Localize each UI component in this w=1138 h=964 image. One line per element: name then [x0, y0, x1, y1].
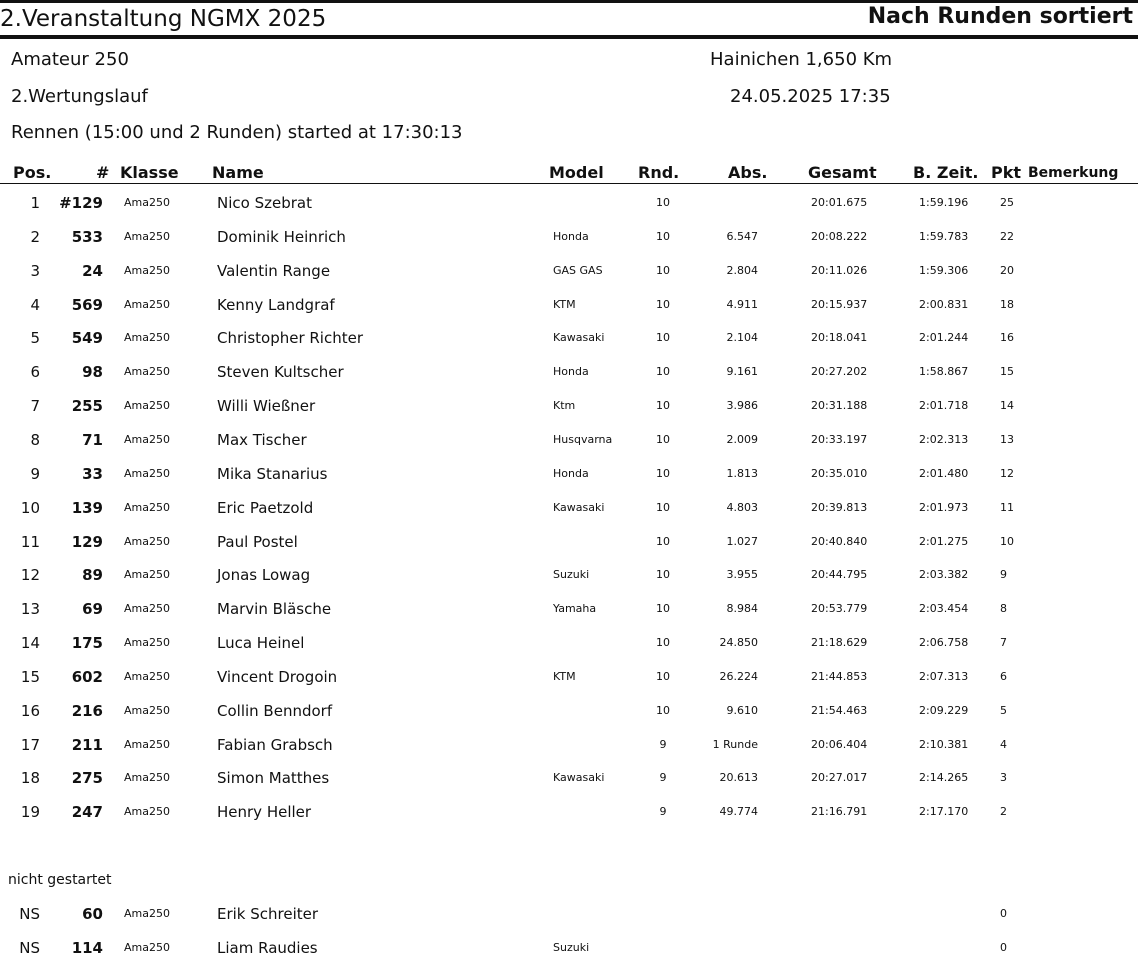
cell-klasse: Ama250	[124, 940, 170, 954]
cell-name: Jonas Lowag	[217, 566, 311, 585]
col-model: Model	[549, 163, 604, 182]
cell-name: Dominik Heinrich	[217, 227, 346, 246]
table-row	[0, 288, 1138, 321]
cell-pkt: 3	[1000, 771, 1007, 785]
cell-klasse: Ama250	[124, 399, 170, 413]
cell-pos: 6	[30, 363, 40, 382]
cell-pkt: 7	[1000, 636, 1007, 650]
cell-rnd: 10	[656, 196, 670, 209]
cell-pkt: 10	[1000, 534, 1014, 548]
cell-name: Nico Szebrat	[217, 194, 312, 212]
cell-pos: 5	[30, 329, 40, 348]
cell-klasse: Ama250	[124, 805, 170, 819]
cell-rnd: 10	[656, 365, 670, 379]
cell-bzeit: 2:01.718	[919, 399, 969, 413]
cell-num: 24	[82, 261, 103, 280]
cell-pkt: 22	[1000, 229, 1014, 243]
col-bemerkung: Bemerkung	[1028, 165, 1119, 181]
cell-abs: 8.984	[726, 602, 758, 616]
cell-gesamt: 20:15.937	[811, 297, 868, 311]
cell-name: Mika Stanarius	[217, 464, 328, 483]
event-title: 2.Veranstaltung NGMX 2025	[0, 6, 327, 32]
col-abs: Abs.	[728, 163, 768, 182]
cell-klasse: Ama250	[124, 331, 170, 345]
cell-name: Simon Matthes	[217, 769, 330, 788]
table-row	[0, 355, 1138, 388]
cell-model: Husqvarna	[553, 432, 613, 446]
cell-name: Valentin Range	[217, 261, 331, 280]
cell-pos: NS	[19, 938, 40, 957]
cell-name: Vincent Drogoin	[217, 667, 338, 686]
cell-gesamt: 20:27.202	[811, 365, 868, 379]
cell-pos: 11	[20, 532, 40, 551]
cell-abs: 6.547	[726, 229, 758, 243]
table-row	[0, 795, 1138, 828]
not-started-label: nicht gestartet	[8, 872, 112, 888]
cell-gesamt: 20:39.813	[811, 500, 868, 514]
cell-gesamt: 20:31.188	[811, 399, 868, 413]
cell-model: KTM	[553, 297, 576, 311]
cell-name: Max Tischer	[217, 430, 307, 449]
col-pos: Pos.	[13, 163, 52, 182]
cell-num: 247	[71, 803, 103, 822]
col-klasse: Klasse	[120, 163, 179, 182]
cell-rnd: 10	[656, 669, 670, 683]
cell-bzeit: 2:02.313	[919, 432, 969, 446]
cell-model: GAS GAS	[553, 263, 603, 277]
cell-rnd: 10	[656, 297, 670, 311]
cell-rnd: 10	[656, 229, 670, 243]
cell-rnd: 9	[659, 805, 667, 819]
cell-bzeit: 2:14.265	[919, 771, 969, 785]
cell-rnd: 10	[656, 500, 670, 514]
table-row	[0, 525, 1138, 558]
cell-abs: 20.613	[719, 771, 758, 785]
cell-pkt: 15	[1000, 365, 1014, 379]
cell-klasse: Ama250	[124, 703, 170, 717]
cell-name: Marvin Bläsche	[217, 600, 332, 619]
cell-pos: 9	[30, 464, 40, 483]
cell-klasse: Ama250	[124, 669, 170, 683]
table-row	[0, 423, 1138, 456]
top-rule	[0, 0, 1138, 3]
cell-klasse: Ama250	[124, 534, 170, 548]
cell-rnd: 10	[656, 636, 670, 650]
cell-pos: 17	[20, 735, 40, 754]
cell-pkt: 25	[1000, 196, 1014, 209]
cell-bzeit: 2:17.170	[919, 805, 969, 819]
col-pkt: Pkt	[991, 163, 1022, 182]
cell-model: Kawasaki	[553, 500, 605, 514]
cell-model: Suzuki	[553, 940, 590, 954]
cell-gesamt: 20:53.779	[811, 602, 868, 616]
cell-abs: 1 Runde	[712, 737, 758, 751]
table-row	[0, 186, 1138, 219]
cell-bzeit: 2:01.244	[919, 331, 969, 345]
cell-abs: 9.610	[726, 703, 758, 717]
cell-pos: 18	[20, 769, 40, 788]
cell-name: Liam Raudies	[217, 938, 318, 957]
cell-pkt: 4	[1000, 737, 1007, 751]
cell-model: Ktm	[553, 399, 576, 413]
cell-pos: 14	[20, 634, 40, 653]
cell-abs: 4.803	[726, 500, 758, 514]
cell-gesamt: 20:06.404	[811, 737, 868, 751]
cell-pos: NS	[19, 905, 40, 923]
cell-klasse: Ama250	[124, 737, 170, 751]
table-row	[0, 491, 1138, 524]
cell-abs: 2.104	[726, 331, 758, 345]
cell-name: Kenny Landgraf	[217, 295, 335, 314]
cell-klasse: Ama250	[124, 263, 170, 277]
table-row	[0, 457, 1138, 490]
cell-klasse: Ama250	[124, 602, 170, 616]
cell-gesamt: 20:35.010	[811, 466, 868, 480]
cell-num: #129	[59, 194, 103, 212]
cell-abs: 2.009	[726, 432, 758, 446]
cell-name: Luca Heinel	[217, 634, 305, 653]
header-rule	[0, 35, 1138, 39]
cell-bzeit: 2:01.480	[919, 466, 969, 480]
cell-pos: 1	[30, 194, 40, 212]
cell-num: 602	[71, 667, 103, 686]
cell-klasse: Ama250	[124, 636, 170, 650]
cell-abs: 3.986	[726, 399, 758, 413]
cell-klasse: Ama250	[124, 466, 170, 480]
cell-bzeit: 1:59.196	[919, 196, 969, 209]
cell-pos: 19	[20, 803, 40, 822]
date-time: 24.05.2025 17:35	[730, 86, 891, 107]
cell-name: Steven Kultscher	[217, 363, 344, 382]
cell-rnd: 10	[656, 534, 670, 548]
cell-model: Kawasaki	[553, 771, 605, 785]
cell-bzeit: 2:01.275	[919, 534, 969, 548]
cell-pos: 12	[20, 566, 40, 585]
cell-bzeit: 1:58.867	[919, 365, 969, 379]
cell-num: 114	[71, 938, 103, 957]
cell-bzeit: 2:03.382	[919, 568, 969, 582]
cell-gesamt: 20:27.017	[811, 771, 868, 785]
cell-name: Paul Postel	[217, 532, 298, 551]
col-name: Name	[212, 163, 264, 182]
cell-rnd: 9	[659, 737, 667, 751]
cell-klasse: Ama250	[124, 196, 170, 209]
cell-abs: 1.027	[726, 534, 758, 548]
cell-abs: 9.161	[726, 365, 758, 379]
cell-model: Honda	[553, 365, 589, 379]
cell-model: Honda	[553, 229, 589, 243]
cell-num: 255	[71, 397, 103, 416]
cell-pkt: 0	[1000, 907, 1007, 920]
cell-model: Kawasaki	[553, 331, 605, 345]
cell-klasse: Ama250	[124, 771, 170, 785]
cell-pkt: 5	[1000, 703, 1007, 717]
cell-num: 549	[71, 329, 103, 348]
table-row	[0, 660, 1138, 693]
cell-gesamt: 20:01.675	[811, 196, 868, 209]
cell-name: Collin Benndorf	[217, 701, 333, 720]
cell-bzeit: 2:06.758	[919, 636, 969, 650]
cell-num: 216	[71, 701, 103, 720]
cell-abs: 24.850	[719, 636, 758, 650]
cell-klasse: Ama250	[124, 500, 170, 514]
cell-model: Honda	[553, 466, 589, 480]
cell-name: Christopher Richter	[217, 329, 364, 348]
cell-num: 129	[71, 532, 103, 551]
col-gesamt: Gesamt	[808, 163, 877, 182]
table-row	[0, 728, 1138, 761]
table-row	[0, 931, 1138, 964]
table-row	[0, 592, 1138, 625]
round-label: 2.Wertungslauf	[11, 86, 148, 107]
cell-klasse: Ama250	[124, 365, 170, 379]
cell-bzeit: 1:59.306	[919, 263, 969, 277]
cell-gesamt: 20:11.026	[811, 263, 868, 277]
cell-gesamt: 21:44.853	[811, 669, 868, 683]
cell-name: Eric Paetzold	[217, 498, 314, 517]
cell-model: Yamaha	[553, 602, 597, 616]
table-row	[0, 389, 1138, 422]
cell-pkt: 0	[1000, 940, 1007, 954]
table-row	[0, 694, 1138, 727]
cell-num: 139	[71, 498, 103, 517]
cell-pos: 2	[30, 227, 40, 246]
table-row	[0, 558, 1138, 591]
cell-name: Fabian Grabsch	[217, 735, 333, 754]
cell-bzeit: 2:00.831	[919, 297, 969, 311]
cell-rnd: 10	[656, 466, 670, 480]
cell-klasse: Ama250	[124, 568, 170, 582]
table-row	[0, 897, 1138, 930]
cell-pos: 8	[30, 430, 40, 449]
cell-rnd: 10	[656, 703, 670, 717]
cell-rnd: 10	[656, 331, 670, 345]
cell-abs: 3.955	[726, 568, 758, 582]
cell-rnd: 10	[656, 399, 670, 413]
cell-pkt: 11	[1000, 500, 1014, 514]
cell-num: 275	[71, 769, 103, 788]
cell-pkt: 8	[1000, 602, 1007, 616]
track-info: Hainichen 1,650 Km	[710, 49, 893, 70]
cell-rnd: 10	[656, 568, 670, 582]
table-row	[0, 220, 1138, 253]
cell-gesamt: 20:40.840	[811, 534, 868, 548]
cell-klasse: Ama250	[124, 907, 170, 920]
cell-pos: 10	[20, 498, 40, 517]
col-num: #	[96, 163, 110, 182]
cell-pos: 7	[30, 397, 40, 416]
col-rnd: Rnd.	[638, 163, 680, 182]
cell-pkt: 14	[1000, 399, 1014, 413]
cell-gesamt: 20:08.222	[811, 229, 868, 243]
cell-num: 211	[71, 735, 103, 754]
cell-pkt: 18	[1000, 297, 1014, 311]
table-row	[0, 321, 1138, 354]
cell-num: 569	[71, 295, 103, 314]
cell-bzeit: 2:10.381	[919, 737, 969, 751]
cell-pos: 16	[20, 701, 40, 720]
cell-gesamt: 21:54.463	[811, 703, 868, 717]
class-name: Amateur 250	[11, 49, 129, 70]
cell-pkt: 6	[1000, 669, 1007, 683]
cell-pos: 13	[20, 600, 40, 619]
cell-name: Erik Schreiter	[217, 905, 319, 923]
cell-bzeit: 2:09.229	[919, 703, 969, 717]
cell-pkt: 20	[1000, 263, 1014, 277]
cell-klasse: Ama250	[124, 432, 170, 446]
table-row	[0, 761, 1138, 794]
cell-pkt: 2	[1000, 805, 1007, 819]
table-row	[0, 626, 1138, 659]
cell-pkt: 9	[1000, 568, 1007, 582]
cell-num: 60	[82, 905, 103, 923]
cell-gesamt: 20:44.795	[811, 568, 868, 582]
cell-num: 71	[82, 430, 103, 449]
cell-num: 175	[71, 634, 103, 653]
cell-gesamt: 20:33.197	[811, 432, 868, 446]
cell-bzeit: 2:03.454	[919, 602, 969, 616]
cell-name: Henry Heller	[217, 803, 312, 822]
cell-abs: 2.804	[726, 263, 758, 277]
table-row	[0, 254, 1138, 287]
cell-bzeit: 2:01.973	[919, 500, 969, 514]
cell-gesamt: 21:16.791	[811, 805, 868, 819]
cell-pkt: 12	[1000, 466, 1014, 480]
column-header-row	[0, 163, 1138, 184]
cell-pos: 3	[30, 261, 40, 280]
cell-rnd: 9	[659, 771, 667, 785]
cell-abs: 49.774	[719, 805, 758, 819]
cell-klasse: Ama250	[124, 229, 170, 243]
sort-label: Nach Runden sortiert	[867, 4, 1133, 29]
cell-num: 98	[82, 363, 103, 382]
cell-pos: 15	[20, 667, 40, 686]
cell-gesamt: 21:18.629	[811, 636, 868, 650]
cell-bzeit: 1:59.783	[919, 229, 969, 243]
cell-rnd: 10	[656, 263, 670, 277]
cell-num: 69	[82, 600, 103, 619]
cell-model: KTM	[553, 669, 576, 683]
cell-pos: 4	[30, 295, 40, 314]
cell-gesamt: 20:18.041	[811, 331, 868, 345]
cell-num: 533	[71, 227, 103, 246]
cell-rnd: 10	[656, 432, 670, 446]
cell-num: 89	[82, 566, 103, 585]
cell-num: 33	[82, 464, 103, 483]
cell-pkt: 13	[1000, 432, 1014, 446]
col-bzeit: B. Zeit.	[913, 163, 979, 182]
cell-abs: 4.911	[726, 297, 758, 311]
cell-bzeit: 2:07.313	[919, 669, 969, 683]
cell-name: Willi Wießner	[217, 397, 316, 416]
cell-model: Suzuki	[553, 568, 590, 582]
cell-abs: 1.813	[726, 466, 758, 480]
cell-abs: 26.224	[719, 669, 758, 683]
cell-pkt: 16	[1000, 331, 1014, 345]
cell-klasse: Ama250	[124, 297, 170, 311]
race-info: Rennen (15:00 und 2 Runden) started at 17:30:13	[11, 122, 463, 143]
cell-rnd: 10	[656, 602, 670, 616]
